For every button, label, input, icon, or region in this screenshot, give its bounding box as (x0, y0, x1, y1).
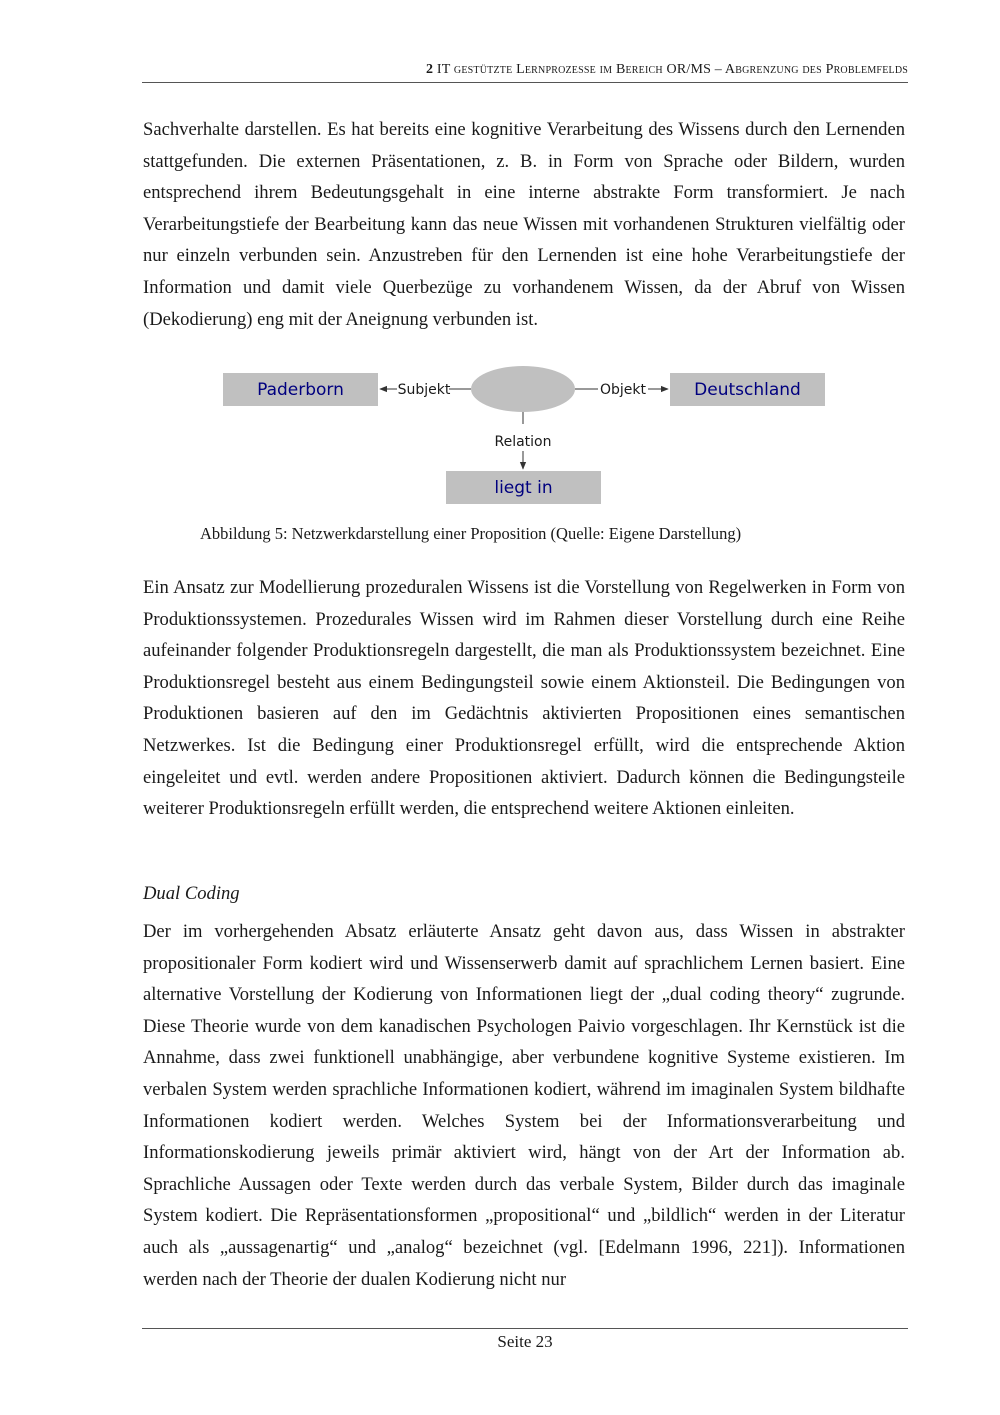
figure-caption: Abbildung 5: Netzwerkdarstellung einer Proposition (Quelle: Eigene Darstellung) (200, 524, 742, 543)
chapter-title: IT gestützte Lernprozesse im Bereich OR/MS – Abgrenzung des Problemfelds (436, 62, 908, 77)
chapter-number: 2 (425, 62, 434, 77)
proposition-node (471, 366, 575, 412)
running-header (142, 62, 908, 78)
paragraph-1: Sachverhalte darstellen. Es hat bereits eine kognitive Verarbeitung des Wissens durch den Lernenden stattgefunden. Die externen Präsentationen, z. B. in Form von Sprache oder Bildern, wurden entsprechend ihrem Bedeutungsgehalt in eine interne abstrakte Form transformiert. Je nach Verarbeitungstiefe der Bearbeitung kann das neue Wissen mit vorhandenen Strukturen vielfältig oder nur einzeln verbunden sein. Anzustreben für den Lernenden ist eine hohe Verarbeitungstiefe der Information und damit viele Querbezüge zu vorhandenem Wissen, da der Abruf von Wissen (Dekodierung) eng mit der Aneignung verbunden ist. (143, 119, 905, 330)
section-heading: Dual Coding (143, 883, 240, 904)
proposition-network-figure (220, 364, 830, 509)
paragraph-2: Ein Ansatz zur Modellierung prozeduralen Wissens ist die Vorstellung von Regelwerken in Form von Produktionssystemen. Prozedurales Wissen wird im Rahmen dieser Vorstellung durch eine Reihe aufeinander folgender Produktionsregeln dargestellt, die man als Produktionssystem bezeichnet. Eine Produktionsregel besteht aus einem Bedingungsteil sowie einem Aktionsteil. Die Bedingungen von Produktionen basieren auf den im Gedächtnis aktivierten Propositionen eines semantischen Netzwerkes. Ist die Bedingung einer Produktionsregel erfüllt, wird die entsprechende Aktion eingeleitet und evtl. werden andere Propositionen aktiviert. Dadurch können die Bedingungsteile weiterer Produktionsregeln erfüllt werden, die entsprechend weitere Aktionen einleiten. (143, 577, 905, 820)
header-rule (142, 82, 908, 83)
subject-node-label: Paderborn (257, 380, 344, 400)
object-node-label: Deutschland (694, 380, 801, 400)
object-edge-label: Objekt (599, 382, 647, 398)
subject-edge-label: Subjekt (397, 382, 451, 398)
page-number: Seite 23 (497, 1332, 553, 1351)
paragraph-3: Der im vorhergehenden Absatz erläuterte Ansatz geht davon aus, dass Wissen in abstrakter propositionaler Form kodiert wird und Wissenserwerb damit auf sprachlichem Lernen basiert. Eine alternative Vorstellung der Kodierung von Informationen liegt der „dual coding theory“ zugrunde. Diese Theorie wurde von dem kanadischen Psychologen Paivio vorgeschlagen. Ihr Kernstück ist die Annahme, dass zwei funktionell unabhängige, aber verbundene kognitive Systeme existieren. Im verbalen System werden sprachliche Informationen kodiert, während im imaginalen System bildhafte Informationen kodiert werden. Welches System bei der Informationsverarbeitung und Informationskodierung jeweils primär aktiviert wird, hängt von der Art der Information ab. Sprachliche Aussagen oder Texte werden durch das verbale System, Bilder durch das imaginale System kodiert. Die Repräsentationsformen „propositional“ und „bildlich“ werden in der Literatur auch als „aussagenartig“ und „analog“ bezeichnet (vgl. [Edelmann 1996, 221]). Informationen werden nach der Theorie der dualen Kodierung nicht nur (143, 921, 905, 1290)
footer-rule (142, 1328, 908, 1329)
relation-edge-label: Relation (494, 434, 552, 450)
relation-node-label: liegt in (494, 478, 553, 498)
